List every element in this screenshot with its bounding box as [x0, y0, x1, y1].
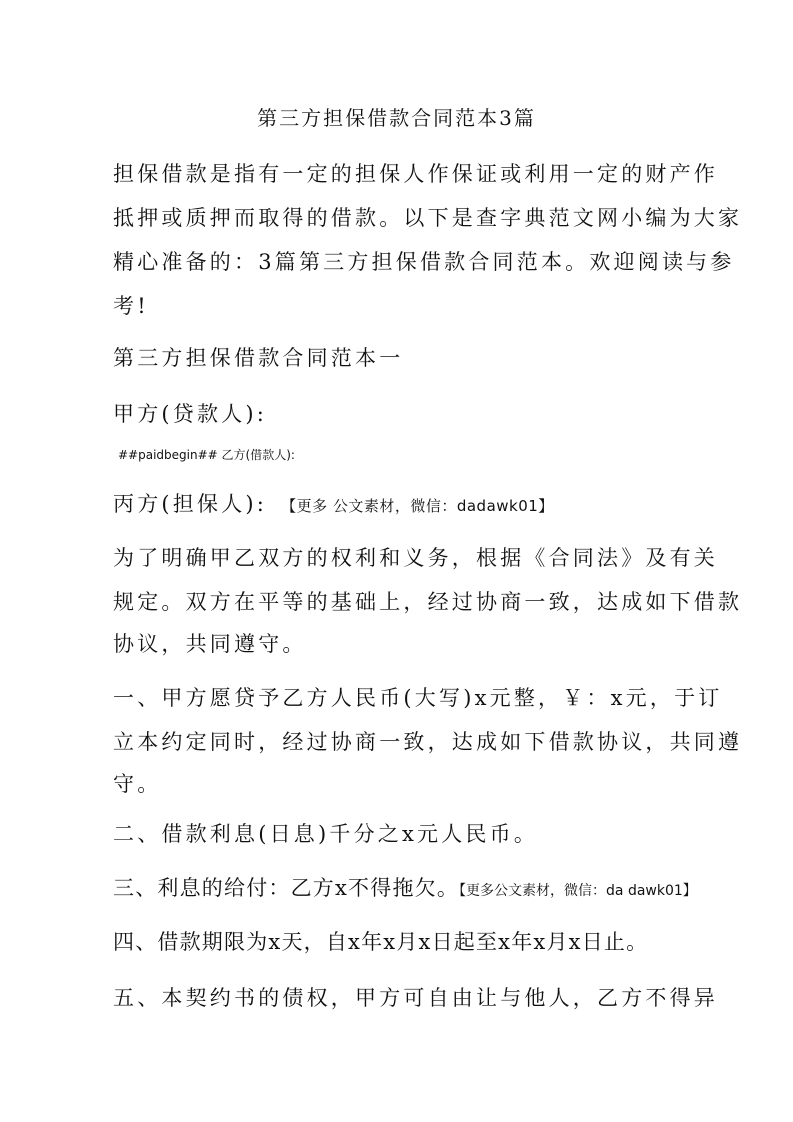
intro-line-2: 抵押或质押而取得的借款。以下是查字典范文网小编为大家 — [113, 206, 743, 230]
party-a-line: 甲方(贷款人): — [113, 402, 268, 426]
party-c-note: 【更多 公文素材，微信：dadawk01】 — [281, 497, 554, 515]
clause-4-line: 四、借款期限为x天，自x年x月x日起至x年x月x日止。 — [113, 930, 649, 954]
purpose-line-2: 规定。双方在平等的基础上，经过协商一致，达成如下借款 — [113, 590, 743, 614]
clause-1-line-3: 守。 — [113, 772, 162, 796]
party-c-label: 丙方(担保人): — [113, 492, 268, 516]
clause-5-line: 五、本契约书的债权，甲方可自由让与他人，乙方不得异 — [113, 986, 718, 1010]
intro-line-1: 担保借款是指有一定的担保人作保证或利用一定的财产作 — [113, 162, 718, 186]
clause-3-line — [113, 872, 697, 902]
purpose-line-3: 协议，共同遵守。 — [113, 632, 307, 656]
intro-line-4: 考! — [113, 294, 149, 318]
clause-2-line: 二、借款利息(日息)千分之x元人民币。 — [113, 822, 539, 846]
clause-1-line-2: 立本约定同时，经过协商一致，达成如下借款协议，共同遵 — [113, 730, 743, 754]
party-c-line — [113, 488, 693, 518]
clause-1-line-1: 一、甲方愿贷予乙方人民币(大写)x元整，￥：x元，于订 — [113, 686, 723, 710]
purpose-line-1: 为了明确甲乙双方的权利和义务，根据《合同法》及有关 — [113, 546, 718, 570]
document-title: 第三方担保借款合同范本3篇 — [257, 106, 536, 130]
clause-3-text: 三、利息的给付：乙方x不得拖欠。 — [113, 876, 460, 900]
intro-line-3: 精心准备的：3篇第三方担保借款合同范本。欢迎阅读与参 — [113, 250, 735, 274]
section-heading: 第三方担保借款合同范本一 — [113, 346, 404, 370]
paid-marker-line: ##paidbegin## 乙方(借款人): — [118, 448, 295, 462]
clause-3-note: 【更多公文素材，微信：da dawk01】 — [459, 883, 697, 899]
